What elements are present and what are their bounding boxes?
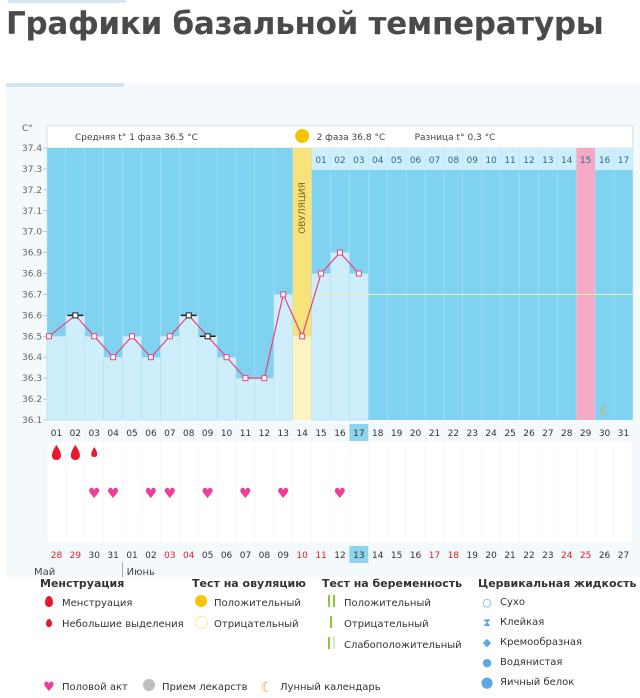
temp-column	[331, 253, 350, 420]
y-tick-label: 36.3	[22, 374, 43, 385]
temp-column	[179, 315, 198, 420]
cycle-day-label: 23	[466, 429, 478, 439]
cycle-day-label: 12	[258, 429, 271, 439]
temp-column	[236, 378, 255, 420]
phase1-avg: Средняя t° 1 фаза 36.5 °C	[75, 133, 198, 143]
cycle-day-label: 25	[504, 429, 516, 439]
heart-icon: ♥	[43, 679, 55, 695]
legend-intercourse-label: Половой акт	[62, 681, 128, 693]
y-tick-label: 37.1	[22, 206, 43, 217]
luteal-day-label: 15	[579, 156, 592, 166]
temp-column	[274, 294, 293, 420]
legend-item-watery: ● Водянистая	[478, 653, 636, 673]
luteal-day-label: 14	[561, 156, 573, 166]
luteal-day-label: 02	[334, 156, 346, 166]
heart-icon: ♥	[87, 486, 101, 502]
legend-item-spotting: Небольшие выделения	[40, 614, 184, 635]
cycle-day-label: 24	[485, 429, 497, 439]
cycle-day-label: 13	[277, 429, 289, 439]
temp-column	[85, 336, 104, 420]
legend-item-dry: ○ Сухо	[478, 593, 636, 613]
calendar-date-label: 03	[164, 551, 176, 561]
y-tick-label: 37.2	[22, 185, 43, 196]
heart-icon: ♥	[144, 486, 158, 502]
legend-item-ovulation-positive: Положительный	[192, 593, 306, 614]
heart-icon: ♥	[239, 486, 252, 502]
heart-icon: ♥	[106, 486, 120, 502]
cycle-day-label: 19	[390, 429, 403, 439]
cycle-day-label: 14	[296, 429, 308, 439]
creamy-icon: ◆	[482, 636, 492, 649]
y-tick-label: 36.1	[22, 416, 43, 426]
cycle-day-label: 04	[107, 429, 119, 439]
cycle-day-label: 27	[542, 429, 554, 439]
temp-point	[148, 355, 153, 360]
small-drop-icon	[40, 618, 58, 632]
temp-point	[224, 355, 229, 360]
calendar-date-label: 13	[353, 551, 365, 561]
calendar-date-label: 04	[183, 551, 195, 561]
double-line-icon	[322, 595, 340, 612]
calendar-date-label: 08	[258, 551, 271, 561]
y-tick-label: 36.7	[22, 290, 43, 301]
heart-icon: ♥	[201, 486, 214, 502]
heart-icon: ♥	[163, 486, 177, 502]
cycle-day-label: 22	[447, 429, 460, 439]
calendar-date-label: 28	[50, 551, 63, 561]
page-title: Графики базальной температуры	[6, 6, 604, 42]
dry-drop-icon: ○	[482, 596, 492, 609]
highlight-column	[576, 148, 595, 420]
legend-ovulation-title: Тест на овуляцию	[192, 577, 306, 590]
calendar-date-label: 15	[390, 551, 403, 561]
luteal-day-label: 06	[409, 156, 422, 166]
cycle-day-label: 15	[315, 429, 327, 439]
luteal-day-label: 03	[353, 156, 365, 166]
cycle-day-label: 07	[164, 429, 176, 439]
calendar-date-label: 10	[296, 551, 308, 561]
temp-column	[123, 336, 142, 420]
cycle-day-label: 06	[145, 429, 157, 439]
heart-icon: ♥	[333, 486, 347, 502]
calendar-date-label: 19	[466, 551, 478, 561]
temp-point	[281, 292, 286, 297]
temp-point-marker	[73, 313, 78, 318]
calendar-date-label: 29	[69, 551, 82, 561]
temp-column	[160, 336, 179, 420]
cycle-day-label: 21	[428, 429, 441, 439]
calendar-date-label: 21	[504, 551, 516, 561]
legend-item-menstruation: Менструация	[40, 593, 184, 614]
ovulation-label: ОВУЛЯЦИЯ	[298, 182, 309, 234]
cycle-day-label: 18	[372, 429, 384, 439]
temp-diff: Разница t° 0.3 °C	[414, 133, 496, 143]
drop-icon	[40, 596, 58, 612]
y-tick-label: 37.4	[22, 144, 43, 154]
calendar-date-label: 17	[428, 551, 441, 561]
heart-icon: ♥	[276, 486, 290, 502]
luteal-day-label: 01	[315, 156, 327, 166]
y-tick-label: 36.4	[22, 353, 43, 364]
legend-pregnancy-test	[322, 577, 462, 656]
luteal-day-label: 05	[390, 156, 403, 166]
calendar-date-label: 26	[598, 551, 611, 561]
calendar-date-label: 20	[485, 551, 497, 561]
legend-pregnancy-title: Тест на беременность	[322, 577, 463, 590]
calendar-date-label: 23	[542, 551, 554, 561]
cycle-day-label: 26	[523, 429, 535, 439]
legend-item-pregnancy-negative: Отрицательный	[322, 614, 462, 635]
calendar-date-label: 22	[523, 551, 535, 561]
temp-point	[111, 355, 116, 360]
calendar-date-label: 16	[409, 551, 422, 561]
yellow-circle-icon	[192, 595, 210, 612]
luteal-day-label: 16	[598, 156, 611, 166]
cycle-day-label: 09	[201, 429, 214, 439]
cycle-day-label: 08	[183, 429, 195, 439]
legend-ovulation-test	[192, 577, 306, 635]
calendar-date-label: 06	[220, 551, 233, 561]
faint-line-icon	[322, 637, 340, 654]
ovulation-sun-icon	[295, 129, 309, 143]
legend-item-ovulation-negative: Отрицательный	[192, 614, 306, 635]
y-unit-label: C°	[22, 124, 33, 134]
temp-point	[130, 334, 135, 339]
legend-item-creamy: ◆ Кремообразная	[478, 633, 636, 653]
calendar-date-label: 02	[145, 551, 157, 561]
temp-point-marker	[205, 334, 210, 339]
cycle-day-label: 01	[50, 429, 63, 439]
temp-column	[217, 357, 236, 420]
cycle-day-label: 31	[617, 429, 630, 439]
calendar-date-label: 25	[579, 551, 592, 561]
luteal-day-label: 08	[447, 156, 460, 166]
temp-point	[92, 334, 97, 339]
calendar-date-label: 07	[239, 551, 252, 561]
calendar-date-label: 12	[334, 551, 346, 561]
y-tick-label: 36.6	[22, 311, 43, 322]
temp-point	[319, 271, 324, 276]
calendar-date-label: 14	[372, 551, 384, 561]
cycle-day-label: 05	[126, 429, 138, 439]
y-tick-label: 36.2	[22, 395, 43, 406]
legend-item-eggwhite: ⬤ Яичный белок	[478, 673, 636, 693]
luteal-day-label: 09	[466, 156, 478, 166]
cycle-day-label: 17	[353, 429, 365, 439]
moon-icon: ☾	[260, 679, 274, 696]
calendar-date-label: 18	[447, 551, 460, 561]
legend	[0, 577, 640, 695]
legend-item-sticky: ⧗ Клейкая	[478, 613, 636, 633]
y-tick-label: 36.5	[22, 332, 43, 343]
temp-column	[198, 336, 217, 420]
temp-point-marker	[186, 313, 191, 318]
luteal-day-label: 04	[372, 156, 384, 166]
calendar-date-label: 05	[201, 551, 214, 561]
temp-point	[243, 376, 248, 381]
single-line-icon	[322, 616, 340, 633]
watery-drop-icon: ●	[482, 656, 492, 669]
temp-column	[255, 378, 274, 420]
eggwhite-icon: ⬤	[480, 676, 494, 689]
luteal-day-label: 07	[428, 156, 441, 166]
y-tick-label: 37.0	[22, 227, 43, 238]
y-tick-label: 36.8	[22, 269, 43, 280]
pill-icon	[140, 679, 158, 696]
calendar-date-label: 01	[126, 551, 138, 561]
temp-point	[356, 271, 361, 276]
legend-cervical-title: Цервикальная жидкость	[478, 577, 637, 590]
moon-icon: ☾	[599, 404, 612, 420]
temp-column	[66, 315, 85, 420]
temp-column	[142, 357, 161, 420]
legend-item-pregnancy-weak: Слабоположительный	[322, 635, 462, 656]
cycle-day-label: 02	[69, 429, 82, 439]
cycle-day-label: 10	[220, 429, 233, 439]
sticky-icon: ⧗	[483, 616, 491, 629]
calendar-date-label: 31	[107, 551, 119, 561]
cycle-day-label: 30	[598, 429, 611, 439]
empty-circle-icon	[192, 616, 210, 634]
luteal-day-label: 12	[523, 156, 535, 166]
luteal-day-label: 10	[485, 156, 497, 166]
temp-column	[47, 336, 66, 420]
cycle-day-label: 16	[334, 429, 346, 439]
temp-point	[262, 376, 267, 381]
temp-point	[47, 334, 52, 339]
calendar-date-label: 30	[88, 551, 100, 561]
calendar-date-label: 09	[277, 551, 289, 561]
legend-lunar-label: Лунный календарь	[280, 681, 381, 693]
temp-point	[300, 334, 305, 339]
cycle-day-label: 29	[579, 429, 592, 439]
chart-panel-top	[6, 83, 124, 87]
temp-point	[337, 250, 342, 255]
legend-item-pregnancy-positive: Положительный	[322, 593, 462, 614]
luteal-day-label: 17	[617, 156, 630, 166]
cycle-day-label: 20	[409, 429, 422, 439]
cycle-day-label: 11	[239, 429, 252, 439]
temp-column	[104, 357, 123, 420]
temp-column	[349, 274, 368, 420]
phase2-avg: 2 фаза 36.8 °C	[316, 133, 386, 143]
legend-menstruation-title: Менструация	[40, 577, 125, 590]
ovulation-temp-column	[293, 336, 312, 420]
luteal-day-label: 13	[542, 156, 554, 166]
y-tick-label: 36.9	[22, 248, 43, 259]
calendar-date-label: 11	[315, 551, 327, 561]
temp-point	[167, 334, 172, 339]
calendar-date-label: 27	[617, 551, 630, 561]
cycle-day-label: 03	[88, 429, 100, 439]
legend-cervical	[478, 577, 636, 693]
luteal-day-label: 11	[504, 156, 516, 166]
calendar-date-label: 24	[561, 551, 573, 561]
month-may-label: Май	[34, 567, 56, 577]
legend-menstruation	[40, 577, 184, 635]
y-tick-label: 37.3	[22, 164, 43, 175]
cycle-day-label: 28	[561, 429, 573, 439]
month-june-label: Июнь	[126, 567, 155, 577]
legend-medication-label: Прием лекарств	[162, 681, 248, 693]
